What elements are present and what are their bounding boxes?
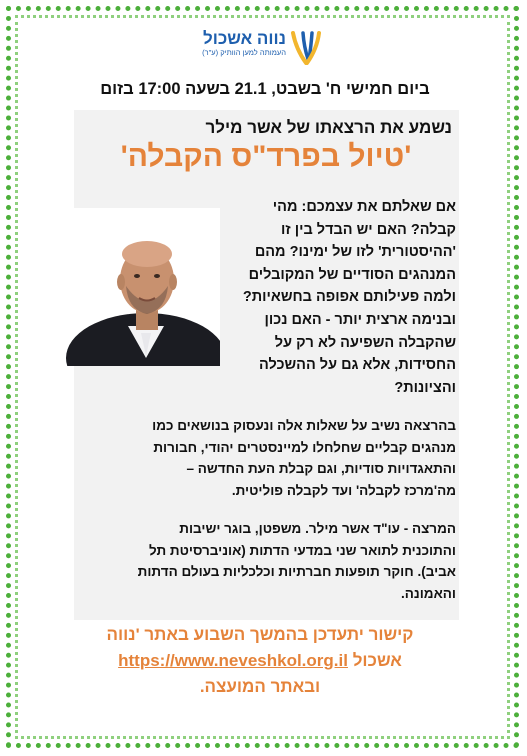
website-link[interactable]: https://www.neveshkol.org.il [118, 651, 348, 670]
paragraph-line: 'ההיסטורית' לזו של ימינו? מהם [254, 244, 456, 261]
logo-mark-icon [290, 29, 322, 65]
paragraph-line: המרצה - עו"ד אשר מילר. משפטן, בוגר ישיבות [179, 521, 456, 536]
paragraph-line: קבלה? האם יש הבדל בין זו [281, 221, 456, 238]
paragraph-lecturer-bio [80, 518, 456, 604]
paragraph-line: והתאגדויות סודיות, וגם קבלת העת החדשה – [186, 461, 456, 476]
paragraph-line: שהקבלה השפיעה לא רק על [274, 334, 456, 351]
lecture-intro: נשמע את הרצאתו של אשר מילר [205, 118, 452, 137]
organization-logo [196, 28, 326, 66]
paragraph-line: מה'מרכז לקבלה' ועד לקבלה פוליטית. [231, 482, 456, 498]
footer-line: ובאתר המועצה. [199, 677, 321, 696]
paragraph-line: אביב). חוקר תופעות חברתיות וכלכליות בעולם הדתות [137, 564, 456, 579]
paragraph-line: מנהגים קבליים שחלחלו למיינסטרים יהודי, חבורות [153, 439, 456, 455]
paragraph-topics [80, 415, 456, 501]
paragraph-line: אם שאלתם את עצמכם: מהי [272, 199, 456, 215]
footer-notice [60, 622, 460, 700]
speaker-photo [46, 208, 220, 366]
paragraph-line: המנהגים הסודיים של המקובלים [248, 266, 456, 283]
logo-name: נווה אשכול [203, 29, 286, 48]
footer-link-line [60, 648, 460, 674]
paragraph-line: ולמה פעילותם אפופה בחשאיות? [242, 289, 456, 306]
lecture-title: 'טיול בפרד"ס הקבלה' [120, 140, 412, 173]
paragraph-questions [230, 196, 456, 399]
paragraph-line: והציונות? [394, 379, 456, 396]
speaker-portrait-icon [46, 208, 220, 366]
paragraph-line: ובנימה ארצית יותר - האם נכון [264, 311, 456, 328]
paragraph-line: בהרצאה נשיב על שאלות אלה ונעסוק בנושאים כמו [152, 418, 456, 433]
paragraph-line: והאמונה. [401, 585, 456, 601]
paragraph-line: והתוכנית לתואר שני במדעי הדתות (אוניברסיטת תל [149, 542, 456, 558]
footer-suffix: אשכול [352, 651, 402, 670]
paragraph-line: החסידות, אלא גם על ההשכלה [258, 357, 456, 374]
footer-line: קישור יתעדכן בהמשך השבוע באתר 'נווה [106, 625, 414, 644]
logo-subtitle: העמותה למען הוותיק (ע"ר) [202, 48, 286, 57]
event-date: ביום חמישי ח' בשבט, 21.1 בשעה 17:00 בזום [100, 80, 430, 98]
